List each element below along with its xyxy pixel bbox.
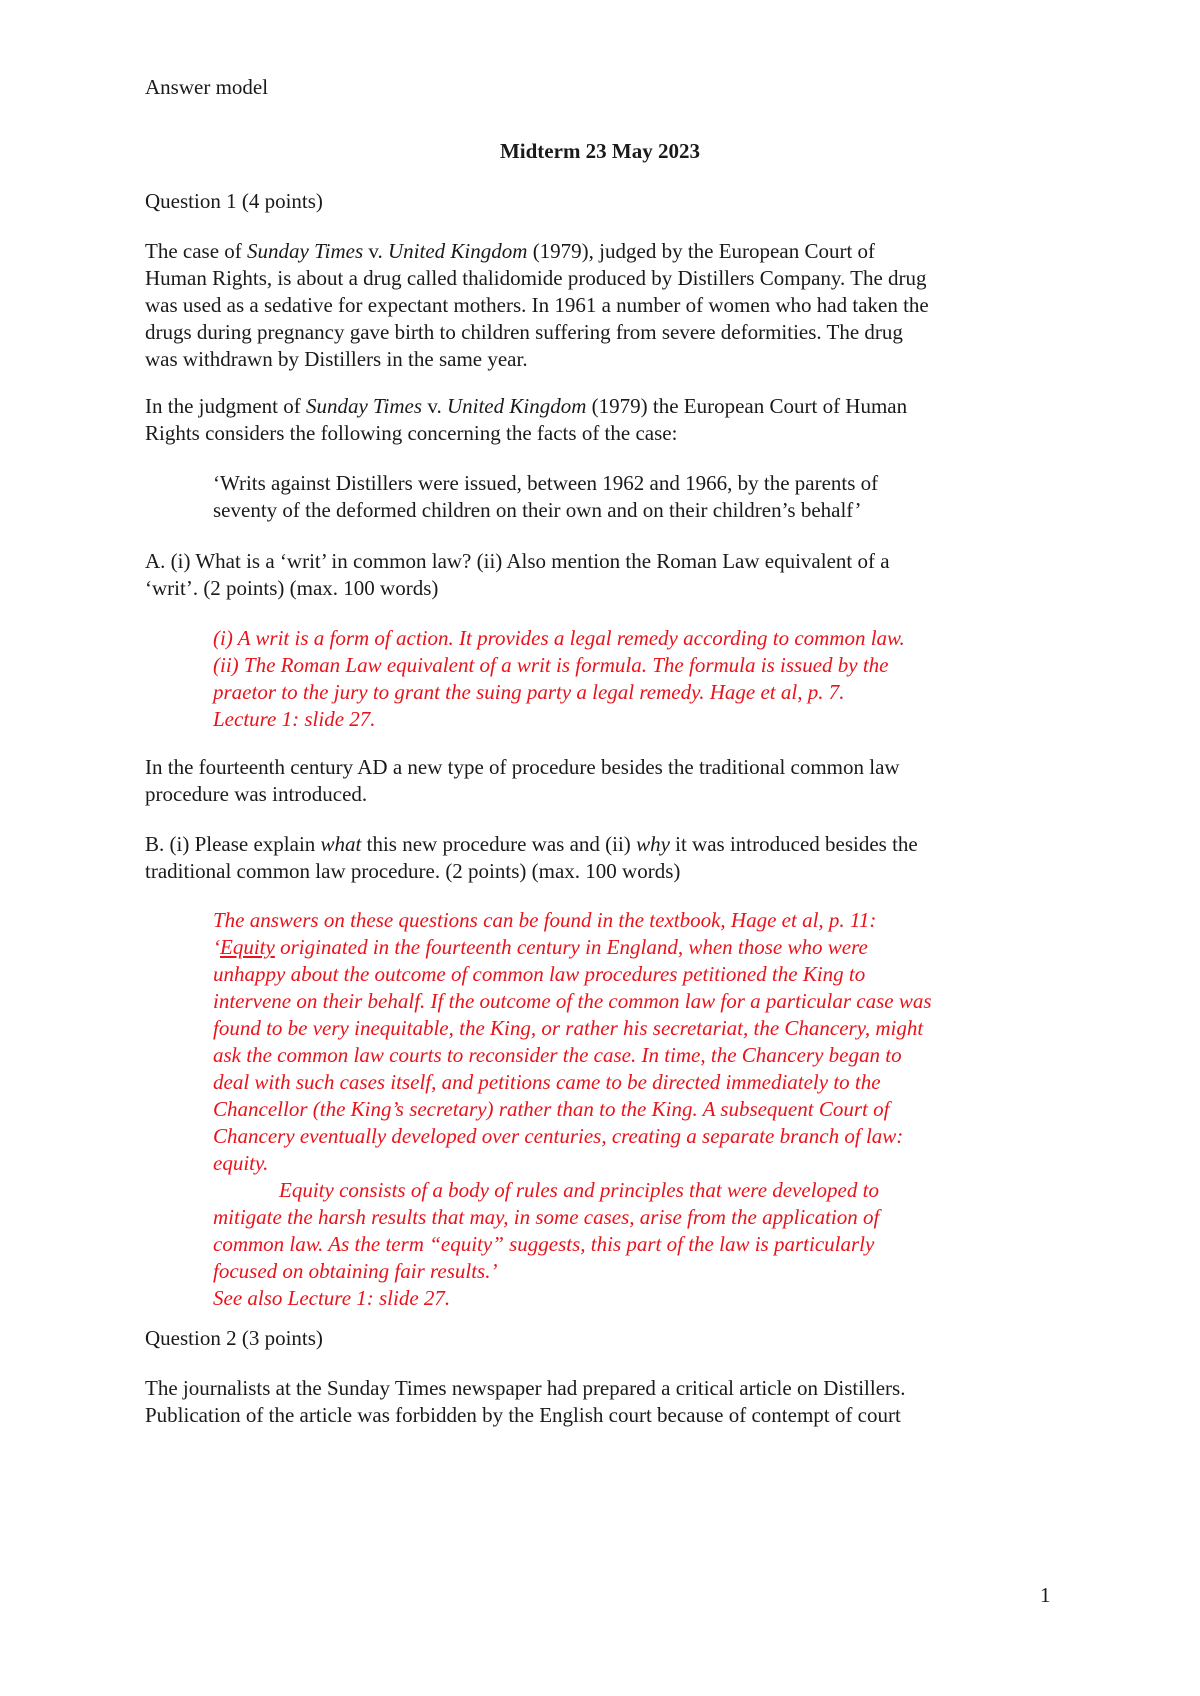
answer-1b-line-8: Chancellor (the King’s secretary) rather than to the King. A subsequent Court of [213,1097,890,1121]
question-2-line-2: Publication of the article was forbidden by the English court because of contempt of court [145,1403,901,1427]
judgment-quote [213,470,1073,524]
question-2-line-1: The journalists at the Sunday Times newspaper had prepared a critical article on Distillers. [145,1376,906,1400]
versus-text: v. [422,394,447,418]
document-title: Midterm 23 May 2023 [499,139,701,163]
judgment-text: In the judgment of [145,394,306,418]
question-1a-line-2: ‘writ’. (2 points) (max. 100 words) [145,576,439,600]
answer-1b-line-15: See also Lecture 1: slide 27. [213,1286,451,1310]
case-name-united-kingdom: United Kingdom [446,394,587,418]
question-2-paragraph [145,1375,1065,1429]
question-1b [145,831,1065,885]
judgment-paragraph [145,393,1065,447]
answer-1b-line-7: deal with such cases itself, and petitions came to be directed immediately to the [213,1070,881,1094]
answer-1b-line-12: mitigate the harsh results that may, in some cases, arise from the application of [213,1205,880,1229]
question-1a [145,548,1065,602]
answer-1b [213,907,1093,1312]
question-1-heading: Question 1 (4 points) [145,189,323,213]
answer-1b-line-13: common law. As the term “equity” suggests, this part of the law is particularly [213,1232,875,1256]
answer-1b-line-3: unhappy about the outcome of common law procedures petitioned the King to [213,962,866,986]
judgment-line-1 [145,393,1065,420]
answer-1b-line-5: found to be very inequitable, the King, or rather his secretariat, the Chancery, might [213,1016,924,1040]
question-1b-line-1 [145,831,1065,858]
answer-text: originated in the fourteenth century in England, when those who were [274,935,868,959]
quote-mark: ‘ [213,935,220,959]
case-name-sunday-times: Sunday Times [305,394,423,418]
intro-line-5: was withdrawn by Distillers in the same year. [145,347,528,371]
answer-1b-line-6: ask the common law courts to reconsider the case. In time, the Chancery began to [213,1043,902,1067]
question-text: this new procedure was and (ii) [361,832,637,856]
case-name-sunday-times: Sunday Times [247,239,364,263]
intro-text: (1979), judged by the European Court of [527,239,876,263]
answer-1b-line-14: focused on obtaining fair results.’ [213,1259,498,1283]
context-paragraph [145,754,1065,808]
answer-1b-line-4: intervene on their behalf. If the outcome of the common law for a particular case was [213,989,932,1013]
context-line-1: In the fourteenth century AD a new type of procedure besides the traditional common law [145,755,900,779]
answer-1a-line-2: (ii) The Roman Law equivalent of a writ is formula. The formula is issued by the [213,653,889,677]
underlined-term-equity: Equity [220,935,275,959]
question-1a-line-1: A. (i) What is a ‘writ’ in common law? (ii) Also mention the Roman Law equivalent of a [145,549,890,573]
answer-1b-line-2 [213,934,1093,961]
answer-1a-line-3: praetor to the jury to grant the suing party a legal remedy. Hage et al, p. 7. [213,680,845,704]
question-1b-line-2: traditional common law procedure. (2 points) (max. 100 words) [145,859,681,883]
intro-text: The case of [145,239,248,263]
answer-1b-line-9: Chancery eventually developed over centuries, creating a separate branch of law: [213,1124,904,1148]
answer-1a-line-4: Lecture 1: slide 27. [213,707,376,731]
case-name-united-kingdom: United Kingdom [388,239,528,263]
question-text: it was introduced besides the [669,832,918,856]
page-number: 1 [1040,1583,1051,1607]
emphasis-what: what [320,832,362,856]
case-intro-paragraph [145,238,1065,373]
intro-line-1 [145,238,1065,265]
answer-1a-line-1: (i) A writ is a form of action. It provides a legal remedy according to common law. [213,626,905,650]
intro-line-3: was used as a sedative for expectant mothers. In 1961 a number of women who had taken the [145,293,929,317]
answer-1b-line-10: equity. [213,1151,269,1175]
answer-1b-line-1: The answers on these questions can be found in the textbook, Hage et al, p. 11: [213,908,877,932]
intro-line-2: Human Rights, is about a drug called thalidomide produced by Distillers Company. The drug [145,266,927,290]
answer-model-label: Answer model [145,75,269,99]
question-text: B. (i) Please explain [145,832,321,856]
question-2-heading: Question 2 (3 points) [145,1326,323,1350]
intro-line-4: drugs during pregnancy gave birth to children suffering from severe deformities. The drug [145,320,903,344]
context-line-2: procedure was introduced. [145,782,368,806]
answer-1b-line-11: Equity consists of a body of rules and principles that were developed to [279,1178,879,1202]
answer-1a [213,625,1093,733]
judgment-text: (1979) the European Court of Human [586,394,908,418]
quote-line-1: ‘Writs against Distillers were issued, between 1962 and 1966, by the parents of [213,471,879,495]
judgment-line-2: Rights considers the following concerning the facts of the case: [145,421,678,445]
emphasis-why: why [636,832,670,856]
versus-text: v. [363,239,389,263]
quote-line-2: seventy of the deformed children on their own and on their children’s behalf’ [213,498,862,522]
